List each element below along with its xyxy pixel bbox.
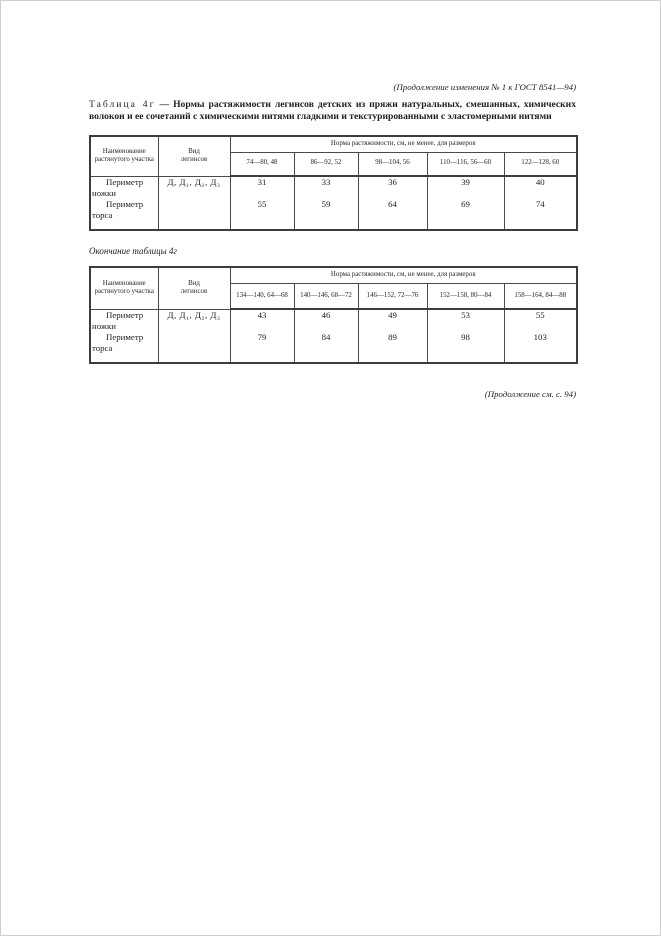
area-row2-line1: Периметр — [106, 331, 144, 342]
table-second-part — [89, 266, 578, 364]
value-cell — [504, 309, 577, 363]
area-row1-line2: ножки — [92, 320, 116, 331]
value-cell — [358, 176, 427, 230]
value: 39 — [461, 177, 470, 187]
value: 59 — [321, 199, 331, 209]
value-cell — [358, 309, 427, 363]
size-header-cell: 140—146, 68—72 — [294, 283, 358, 309]
value-cell — [230, 309, 294, 363]
value-cell — [294, 176, 358, 230]
value: 53 — [461, 310, 470, 320]
value-cell — [427, 176, 504, 230]
area-row1-line1: Периметр — [106, 176, 144, 187]
area-row2-line1: Периметр — [106, 198, 144, 209]
value: 31 — [257, 177, 267, 187]
area-cell — [90, 176, 158, 230]
size-header-cell: 86—92, 52 — [294, 152, 358, 176]
value: 55 — [257, 199, 267, 209]
area-row2-line2: торса — [92, 342, 113, 353]
table-row — [90, 176, 577, 230]
table-title — [89, 99, 576, 123]
area-row2-line2: торса — [92, 209, 113, 220]
kind-header-line2: легинсов — [180, 288, 208, 296]
table-first-part — [89, 135, 578, 231]
leg-type-cell: Д, Д₁, Д₂, Д₃ — [158, 309, 230, 363]
size-header-cell: 152—158, 80—84 — [427, 283, 504, 309]
table-row — [90, 309, 577, 363]
value: 84 — [321, 332, 331, 342]
area-row1-line2: ножки — [92, 187, 116, 198]
value: 69 — [461, 199, 470, 209]
value: 43 — [257, 310, 267, 320]
value: 40 — [535, 177, 545, 187]
kind-header-cell — [158, 267, 230, 309]
value-cell — [504, 176, 577, 230]
size-header-cell: 98—104, 56 — [358, 152, 427, 176]
norm-group-header: Норма растяжимости, см, не менее, для размеров — [230, 136, 577, 152]
area-row1-line1: Периметр — [106, 309, 144, 320]
value: 46 — [321, 310, 331, 320]
size-header-cell: 74—80, 48 — [230, 152, 294, 176]
kind-header-cell — [158, 136, 230, 176]
table-title-label: Таблица 4г — [89, 99, 156, 110]
size-header-cell: 134—140, 64—68 — [230, 283, 294, 309]
size-header-cell: 158—164, 84—88 — [504, 283, 577, 309]
value: 89 — [388, 332, 397, 342]
kind-header-line2: легинсов — [180, 156, 208, 164]
value: 33 — [321, 177, 331, 187]
size-header-cell: 110—116, 56—60 — [427, 152, 504, 176]
value: 36 — [388, 177, 397, 187]
value-cell — [230, 176, 294, 230]
value: 98 — [461, 332, 470, 342]
value: 103 — [533, 332, 547, 342]
value-cell — [294, 309, 358, 363]
value: 49 — [388, 310, 397, 320]
value: 74 — [535, 199, 545, 209]
footer-continuation-note: (Продолжение см. с. 94) — [484, 389, 576, 399]
value-cell — [427, 309, 504, 363]
norm-group-header: Норма растяжимости, см, не менее, для размеров — [230, 267, 577, 283]
value: 55 — [535, 310, 545, 320]
header-continuation-note: (Продолжение изменения № 1 к ГОСТ 8541—94) — [393, 82, 576, 92]
area-header-cell: Наименование растянутого участка — [90, 267, 158, 309]
continuation-label: Окончание таблицы 4г — [89, 246, 178, 256]
kind-header-line1: Вид — [188, 279, 200, 287]
area-cell — [90, 309, 158, 363]
value: 79 — [257, 332, 267, 342]
size-header-cell: 122—128, 60 — [504, 152, 577, 176]
size-header-cell: 146—152, 72—76 — [358, 283, 427, 309]
kind-header-line1: Вид — [188, 147, 200, 155]
table-title-text: Нормы растяжимости легинсов детских из пряжи натуральных, смешанных, химических волокон и ее сочетаний с химическими нитями гладкими и текстурированными с эластомерными нитями — [89, 99, 576, 122]
table-title-dash: — — [159, 99, 170, 110]
leg-type-cell: Д, Д₁, Д₂, Д₃ — [158, 176, 230, 230]
value: 64 — [388, 199, 397, 209]
area-header-cell: Наименование растянутого участка — [90, 136, 158, 176]
